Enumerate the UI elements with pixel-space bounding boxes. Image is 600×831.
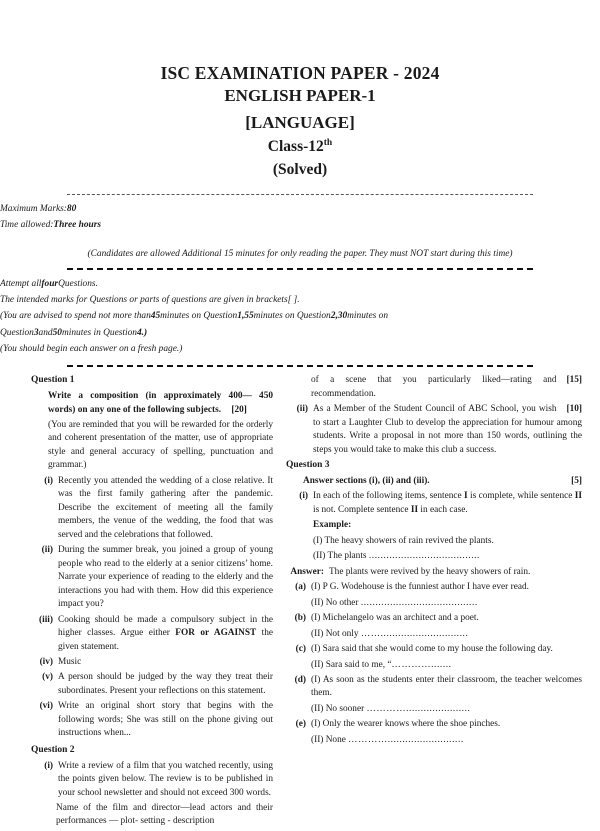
item-text: [58, 614, 273, 654]
item-text-part-a: Cooking should be made a compulsory subject in the higher classes. Argue either: [58, 614, 273, 639]
question-3-sub-item: [286, 581, 582, 610]
item-label: (iv): [39, 656, 53, 667]
paper-header: [0, 0, 600, 180]
advice-q2-minutes: 55: [244, 311, 254, 322]
example-statement-i: (I) The heavy showers of rain revived the plants.: [313, 535, 494, 546]
item-text: [311, 581, 582, 610]
item-label: (i): [44, 760, 53, 771]
time-advice-line-1: [0, 309, 600, 323]
advice-q4-minutes: 50: [52, 327, 62, 338]
left-column: [0, 374, 281, 831]
item-label: (b): [294, 613, 306, 624]
reading-time-text: (Candidates are allowed Additional 15 minutes for only reading the paper. They must NOT start during this time): [87, 249, 513, 260]
maximum-marks-line: [0, 202, 600, 216]
item-text: [311, 612, 582, 641]
question-3-heading: Question 3: [286, 460, 330, 471]
advice-1i: minutes on: [347, 311, 389, 322]
item-text: Write an original short story that begins with the following words; She was still on the phone giving out instructions when...: [58, 701, 273, 739]
question-1-prompt-text: Write a composition (in approximately 400— 450 words) on any one of the following subjects.: [48, 391, 273, 415]
blank-dots: ……..............................: [360, 628, 469, 639]
maximum-marks-value: 80: [66, 204, 77, 215]
question-3-sub-item: [286, 718, 582, 747]
statement-two-text: (II) Not only: [311, 628, 361, 639]
advice-2c: and: [38, 327, 53, 338]
advice-q3-num: 3: [33, 327, 39, 338]
time-allowed-value: Three hours: [53, 220, 102, 231]
item-label: (e): [295, 719, 306, 730]
question-3-sub-item: [286, 612, 582, 641]
question-1-item: [31, 475, 273, 542]
item-label: (vi): [39, 701, 53, 712]
question-2-item-ii-text: As a Member of the Student Council of ABC School, you wish to start a Laughter Club to develop the appreciation for humour among students. Write a proposal in not more than 150 words, outlining the steps you would take to make this club a success.: [313, 404, 582, 455]
question-columns: [0, 367, 600, 831]
advice-1f: minutes on Question: [253, 311, 331, 322]
advice-q3-minutes: 30: [337, 311, 348, 322]
item-text: [311, 674, 582, 716]
item-label: (i): [44, 475, 53, 486]
question-3-sub-item: [286, 674, 582, 716]
q3-i-part-d: in each case.: [418, 504, 468, 515]
blank-dots: …………..........................: [348, 734, 464, 745]
question-2-item-ii-marks: [10]: [566, 404, 582, 415]
example-answer: [286, 566, 582, 579]
question-1-item: [31, 656, 273, 669]
paper-language: [LANGUAGE]: [245, 112, 355, 132]
question-1-item: [31, 700, 273, 740]
item-label: (d): [294, 674, 306, 685]
advice-q1-minutes: 45: [150, 311, 161, 322]
item-text: Write a review of a film that you watched recently, using the points given below. The review is to be published in your school newsletter and should not exceed 300 words.: [58, 760, 273, 798]
statement-two-text: (II) None: [311, 734, 349, 745]
q3-i-sentence-one: I: [464, 491, 468, 502]
question-2-heading: Question 2: [31, 744, 75, 755]
blank-dots: ………….......: [391, 659, 452, 670]
item-text: A person should be judged by the way they treat their subordinates. Present your reflections on this statement.: [58, 672, 273, 696]
item-label: (ii): [296, 404, 308, 415]
statement-two: [311, 732, 582, 747]
question-2-item-i-points-text: of a scene that you particularly liked—rating and recommendation.: [311, 375, 557, 399]
question-2-item-i-points-left: Name of the film and director—lead actors and their performances — plot- setting - description: [56, 802, 273, 827]
attempt-count: four: [41, 278, 59, 289]
question-2-item-i-points-right: [286, 374, 582, 401]
advice-2a: Question: [0, 327, 34, 338]
paper-subtitle: ENGLISH PAPER-1: [224, 86, 376, 106]
statement-one: (I) Only the wearer knows where the shoe pinches.: [311, 719, 501, 730]
question-1-prompt: [31, 390, 273, 417]
item-label: (c): [295, 644, 306, 655]
question-1-reminder: (You are reminded that you will be rewarded for the orderly and coherent presentation of the matter, use of appropriate style and general accuracy of spelling, punctuation and grammar.): [48, 420, 273, 471]
statement-one: (I) P G. Wodehouse is the funniest author I have ever read.: [311, 582, 529, 593]
statement-two: [311, 657, 582, 672]
advice-q1-num: 1,: [237, 311, 245, 322]
advice-q4-num: 4.): [136, 327, 148, 338]
attempt-pre: Attempt all: [0, 278, 42, 289]
item-label: (ii): [41, 545, 53, 556]
item-text-emphasis: FOR or AGAINST: [175, 628, 257, 639]
advice-1a: (You are advised to spend not more than: [0, 311, 151, 322]
question-2-item-i-marks: [15]: [566, 375, 582, 386]
blank-dots: …………......................: [366, 703, 471, 714]
class-prefix: Class-12: [267, 138, 324, 156]
advice-1c: minutes on Question: [160, 311, 238, 322]
question-3-prompt: [286, 475, 582, 488]
question-1-marks: [20]: [231, 404, 247, 415]
statement-two-text: (II) No sooner: [311, 703, 367, 714]
blank-dots: ......................................: [368, 551, 480, 562]
brackets-note-text: The intended marks for Questions or parts of questions are given in brackets[ ].: [0, 295, 300, 306]
fresh-page-note-line: [0, 342, 600, 356]
question-3-item-i: [286, 490, 582, 517]
question-2-item-i: [31, 760, 273, 800]
blank-dots: ........................................: [360, 597, 478, 608]
q3-i-sentence-two: II: [574, 491, 582, 502]
advice-q2-num: 2,: [330, 311, 338, 322]
time-allowed-label: Time allowed:: [0, 220, 54, 231]
class-suffix: th: [323, 137, 333, 148]
general-instructions-block: [0, 270, 600, 365]
page-title: ISC EXAMINATION PAPER - 2024: [160, 63, 440, 83]
fresh-page-text: (You should begin each answer on a fresh page.): [0, 344, 183, 355]
question-3-marks: [5]: [571, 475, 582, 486]
advice-2e: minutes in Question: [61, 327, 137, 338]
item-text: [311, 643, 582, 672]
question-2-item-ii: [286, 403, 582, 457]
statement-one: (I) As soon as the students enter their classroom, the teacher welcomes them.: [311, 674, 582, 699]
marks-time-block: [0, 195, 600, 240]
q3-i-sentence-two-again: II: [410, 504, 419, 515]
item-label: (i): [299, 491, 308, 502]
q3-i-part-a: In each of the following items, sentence: [313, 491, 465, 502]
answer-text: The plants were revived by the heavy showers of rain.: [329, 566, 531, 577]
example-label: [286, 519, 582, 532]
example-statement-ii-text: (II) The plants: [313, 551, 369, 562]
maximum-marks-label: Maximum Marks:: [0, 204, 67, 215]
reading-time-note: [0, 240, 600, 268]
item-text: During the summer break, you joined a group of young people who read to the elderly at a senior citizens’ home. Narrate your experience of reading to the elderly and the interactions you had with them. How did this experience impact you?: [58, 545, 273, 610]
question-1-item: [31, 671, 273, 698]
example-label-text: Example:: [313, 520, 352, 531]
question-3-prompt-text: Answer sections (i), (ii) and (iii).: [303, 475, 430, 486]
answer-label: Answer:: [290, 566, 324, 577]
question-1-item: [31, 544, 273, 611]
q3-i-part-b: is complete, while sentence: [467, 491, 575, 502]
question-1-item: [31, 614, 273, 654]
paper-class: [0, 134, 600, 158]
item-text: [313, 490, 582, 517]
q3-i-part-c: is not. Complete sentence: [313, 504, 411, 515]
item-text: Recently you attended the wedding of a close relative. It was the first family gathering after the pandemic. Describe the excitement of meeting all the family members, the venue of the wedding, the food that was served and the celebrations that followed.: [58, 475, 273, 540]
statement-one: (I) Michelangelo was an architect and a poet.: [311, 613, 479, 624]
attempt-all-line: [0, 277, 600, 291]
item-text: Music: [58, 656, 82, 667]
time-allowed-line: [0, 218, 600, 232]
item-label: (a): [295, 582, 306, 593]
right-column: [281, 374, 600, 831]
item-label: (iii): [39, 614, 53, 625]
statement-two-text: (II) Sara said to me, “: [311, 659, 392, 670]
statement-two: [311, 701, 582, 716]
statement-two: [311, 626, 582, 641]
question-3-sub-item: [286, 643, 582, 672]
statement-two: [311, 595, 582, 610]
statement-one: (I) Sara said that she would come to my house the following day.: [311, 644, 553, 655]
item-text-part-b: the given statement.: [58, 628, 273, 652]
item-text: [311, 718, 582, 747]
time-advice-line-2: [0, 326, 600, 340]
item-text: [313, 403, 582, 457]
question-1-heading: Question 1: [31, 375, 75, 386]
item-label: (v): [42, 672, 53, 683]
attempt-post: Questions.: [58, 278, 98, 289]
brackets-note-line: [0, 293, 600, 307]
statement-two-text: (II) No other: [311, 597, 361, 608]
example-statement-ii: [286, 550, 582, 563]
paper-solved-tag: (Solved): [272, 160, 328, 178]
